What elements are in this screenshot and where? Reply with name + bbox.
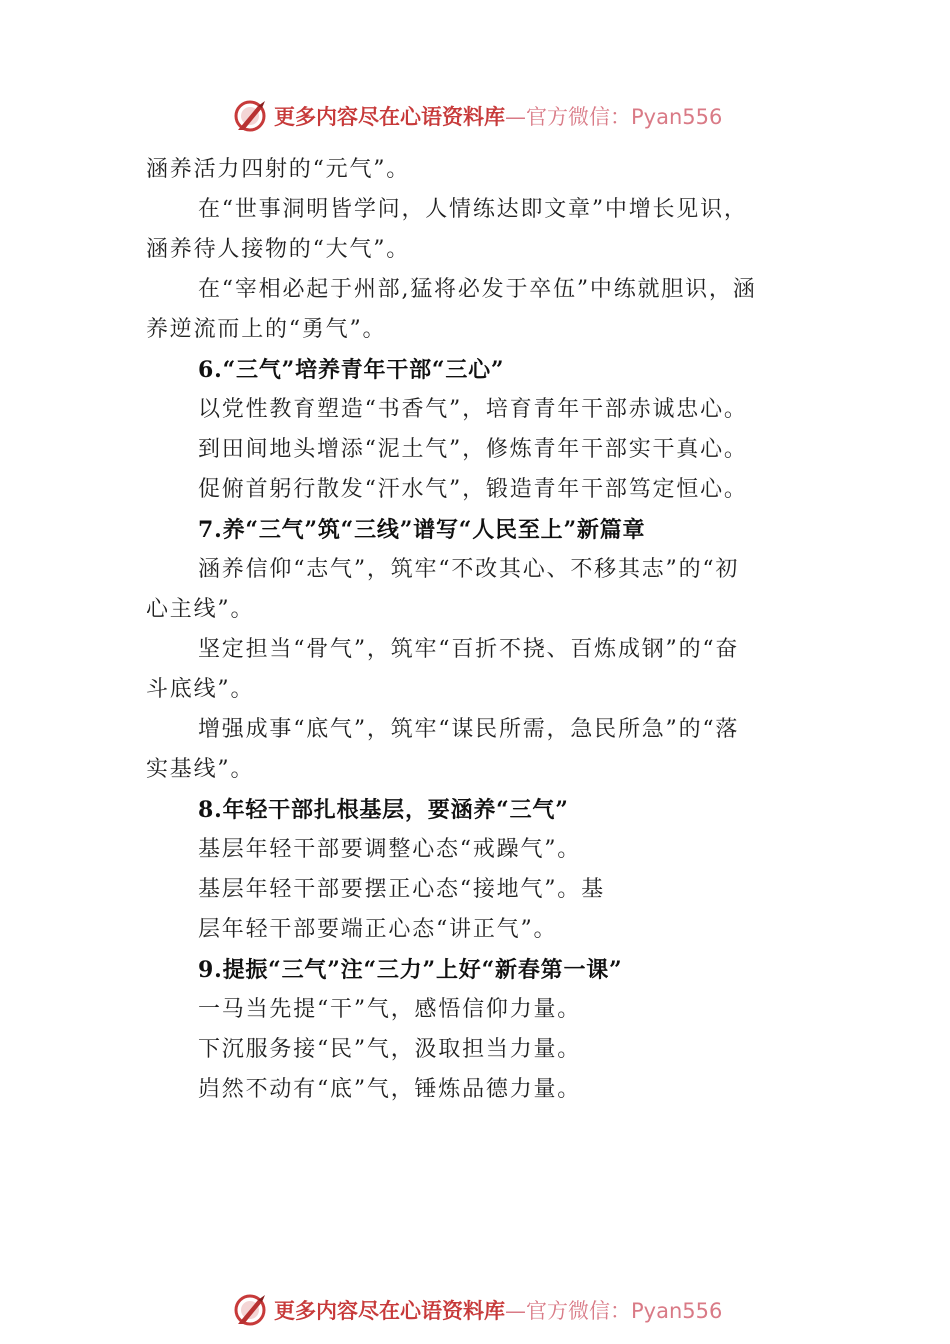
paragraph: 促俯首躬行散发“汗水气”，锻造青年干部笃定恒心。 <box>198 477 748 502</box>
paragraph: 增强成事“底气”，筑牢“谋民所需，急民所急”的“落 <box>198 717 740 742</box>
paragraph: 到田间地头增添“泥土气”，修炼青年干部实干真心。 <box>198 437 748 462</box>
paragraph: 涵养待人接物的“大气”。 <box>146 237 411 262</box>
paragraph: 涵养活力四射的“元气”。 <box>146 157 411 182</box>
paragraph: 层年轻干部要端正心态“讲正气”。 <box>198 917 558 942</box>
header-brand-text: 更多内容尽在心语资料库 <box>274 104 505 129</box>
section-heading-6: 6.“三气”培养青年干部“三心” <box>198 357 505 383</box>
paragraph: 基层年轻干部要调整心态“戒躁气”。 <box>198 837 582 862</box>
quill-logo-icon <box>232 98 268 134</box>
paragraph: 岿然不动有“底”气，锤炼品德力量。 <box>198 1077 582 1102</box>
paragraph: 在“世事洞明皆学问，人情练达即文章”中增长见识， <box>198 197 748 222</box>
footer-contact-text: —官方微信：Pyan556 <box>505 1299 723 1323</box>
paragraph: 心主线”。 <box>146 597 255 622</box>
section-heading-9: 9.提振“三气”注“三力”上好“新春第一课” <box>198 957 623 983</box>
paragraph: 基层年轻干部要摆正心态“接地气”。基 <box>198 877 605 902</box>
paragraph: 在“宰相必起于州部,猛将必发于卒伍”中练就胆识，涵 <box>198 277 757 302</box>
footer-banner <box>232 1290 722 1330</box>
footer-brand-text: 更多内容尽在心语资料库 <box>274 1298 505 1323</box>
header-banner <box>232 96 722 136</box>
paragraph: 养逆流而上的“勇气”。 <box>146 317 387 342</box>
paragraph: 斗底线”。 <box>146 677 255 702</box>
paragraph: 以党性教育塑造“书香气”，培育青年干部赤诚忠心。 <box>198 397 748 422</box>
paragraph: 涵养信仰“志气”，筑牢“不改其心、不移其志”的“初 <box>198 557 740 582</box>
quill-logo-icon <box>232 1292 268 1328</box>
section-heading-7: 7.养“三气”筑“三线”谱写“人民至上”新篇章 <box>198 517 646 543</box>
document-body <box>146 150 806 1110</box>
paragraph: 实基线”。 <box>146 757 255 782</box>
paragraph: 下沉服务接“民”气，汲取担当力量。 <box>198 1037 582 1062</box>
header-contact-text: —官方微信：Pyan556 <box>505 105 723 129</box>
section-heading-8: 8.年轻干部扎根基层，要涵养“三气” <box>198 797 569 823</box>
paragraph: 坚定担当“骨气”，筑牢“百折不挠、百炼成钢”的“奋 <box>198 637 740 662</box>
paragraph: 一马当先提“干”气，感悟信仰力量。 <box>198 997 582 1022</box>
